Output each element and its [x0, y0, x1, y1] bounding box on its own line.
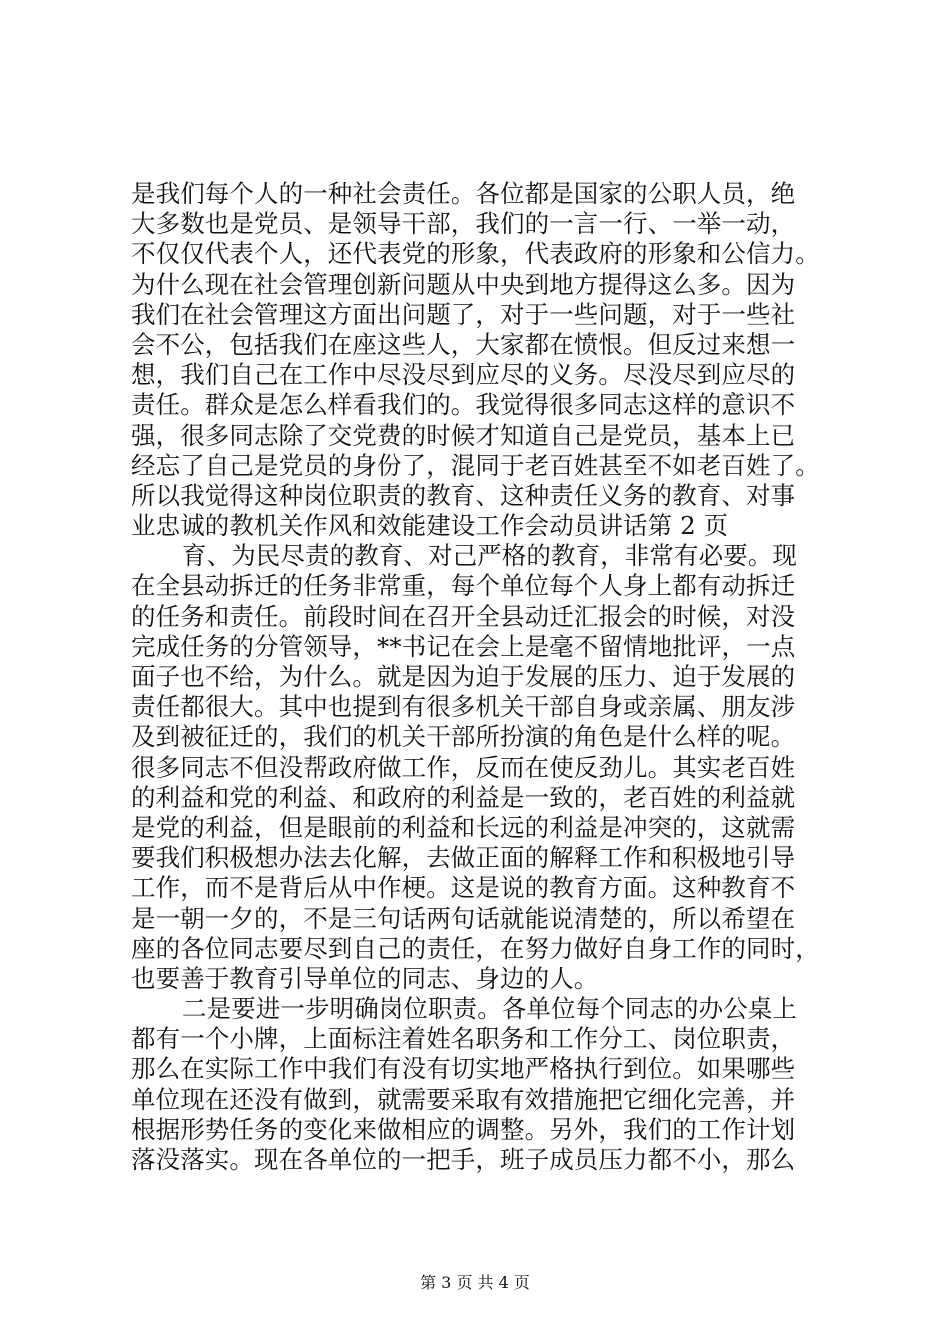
- text-line: 是党的利益，但是眼前的利益和长远的利益是冲突的，这就需: [131, 812, 796, 842]
- body-text: [131, 179, 831, 1175]
- text-line: 都有一个小牌，上面标注着姓名职务和工作分工、岗位职责，: [131, 1024, 796, 1054]
- text-line: 强，很多同志除了交党费的时候才知道自己是党员，基本上已: [131, 420, 796, 450]
- text-line: 责任都很大。其中也提到有很多机关干部自身或亲属、朋友涉: [131, 692, 796, 722]
- text-line: 单位现在还没有做到，就需要采取有效措施把它细化完善，并: [131, 1084, 796, 1114]
- text-line: 面子也不给，为什么。就是因为迫于发展的压力、迫于发展的: [131, 662, 796, 691]
- text-line: 根据形势任务的变化来做相应的调整。另外，我们的工作计划: [131, 1114, 796, 1144]
- text-line: 所以我觉得这种岗位职责的教育、这种责任义务的教育、对事: [131, 480, 796, 510]
- text-line: 会不公，包括我们在座这些人，大家都在愤恨。但反过来想一: [131, 329, 796, 359]
- paragraph-first-line: 育、为民尽责的教育、对己严格的教育，非常有必要。现: [182, 541, 797, 571]
- text-line: 也要善于教育引导单位的同志、身边的人。: [131, 963, 599, 993]
- text-line: 在全县动拆迁的任务非常重，每个单位每个人身上都有动拆迁: [131, 571, 796, 601]
- text-line: 要我们积极想办法去化解，去做正面的解释工作和积极地引导: [131, 843, 796, 873]
- text-line: 的利益和党的利益、和政府的利益是一致的，老百姓的利益就: [131, 782, 796, 812]
- text-line: 我们在社会管理这方面出问题了，对于一些问题，对于一些社: [131, 299, 796, 329]
- text-line: 落没落实。现在各单位的一把手，班子成员压力都不小，那么: [131, 1145, 796, 1174]
- text-line: 及到被征迁的，我们的机关干部所扮演的角色是什么样的呢。: [131, 722, 796, 752]
- text-line: 的任务和责任。前段时间在召开全县动迁汇报会的时候，对没: [131, 601, 796, 631]
- text-line: 是我们每个人的一种社会责任。各位都是国家的公职人员，绝: [131, 179, 796, 208]
- text-line: 业忠诚的教机关作风和效能建设工作会动员讲话第 2 页: [131, 511, 729, 541]
- text-line: 工作，而不是背后从中作梗。这是说的教育方面。这种教育不: [131, 873, 796, 903]
- text-line: 很多同志不但没帮政府做工作，反而在使反劲儿。其实老百姓: [131, 752, 796, 782]
- paragraph-first-line: 二是要进一步明确岗位职责。各单位每个同志的办公桌上: [182, 994, 797, 1024]
- text-line: 想，我们自己在工作中尽没尽到应尽的义务。尽没尽到应尽的: [131, 360, 796, 390]
- text-line: 完成任务的分管领导，**书记在会上是毫不留情地批评，一点: [131, 631, 796, 661]
- text-line: 大多数也是党员、是领导干部，我们的一言一行、一举一动，: [131, 209, 796, 239]
- page-footer: 第 3 页 共 4 页: [420, 1273, 530, 1292]
- text-line: 不仅仅代表个人，还代表党的形象，代表政府的形象和公信力。: [131, 239, 820, 269]
- text-line: 座的各位同志要尽到自己的责任，在努力做好自身工作的同时，: [131, 933, 820, 963]
- text-line: 是一朝一夕的，不是三句话两句话就能说清楚的，所以希望在: [131, 903, 796, 933]
- text-line: 经忘了自己是党员的身份了，混同于老百姓甚至不如老百姓了。: [131, 450, 820, 480]
- text-line: 那么在实际工作中我们有没有切实地严格执行到位。如果哪些: [131, 1054, 796, 1084]
- text-line: 责任。群众是怎么样看我们的。我觉得很多同志这样的意识不: [131, 390, 796, 420]
- text-line: 为什么现在社会管理创新问题从中央到地方提得这么多。因为: [131, 269, 796, 299]
